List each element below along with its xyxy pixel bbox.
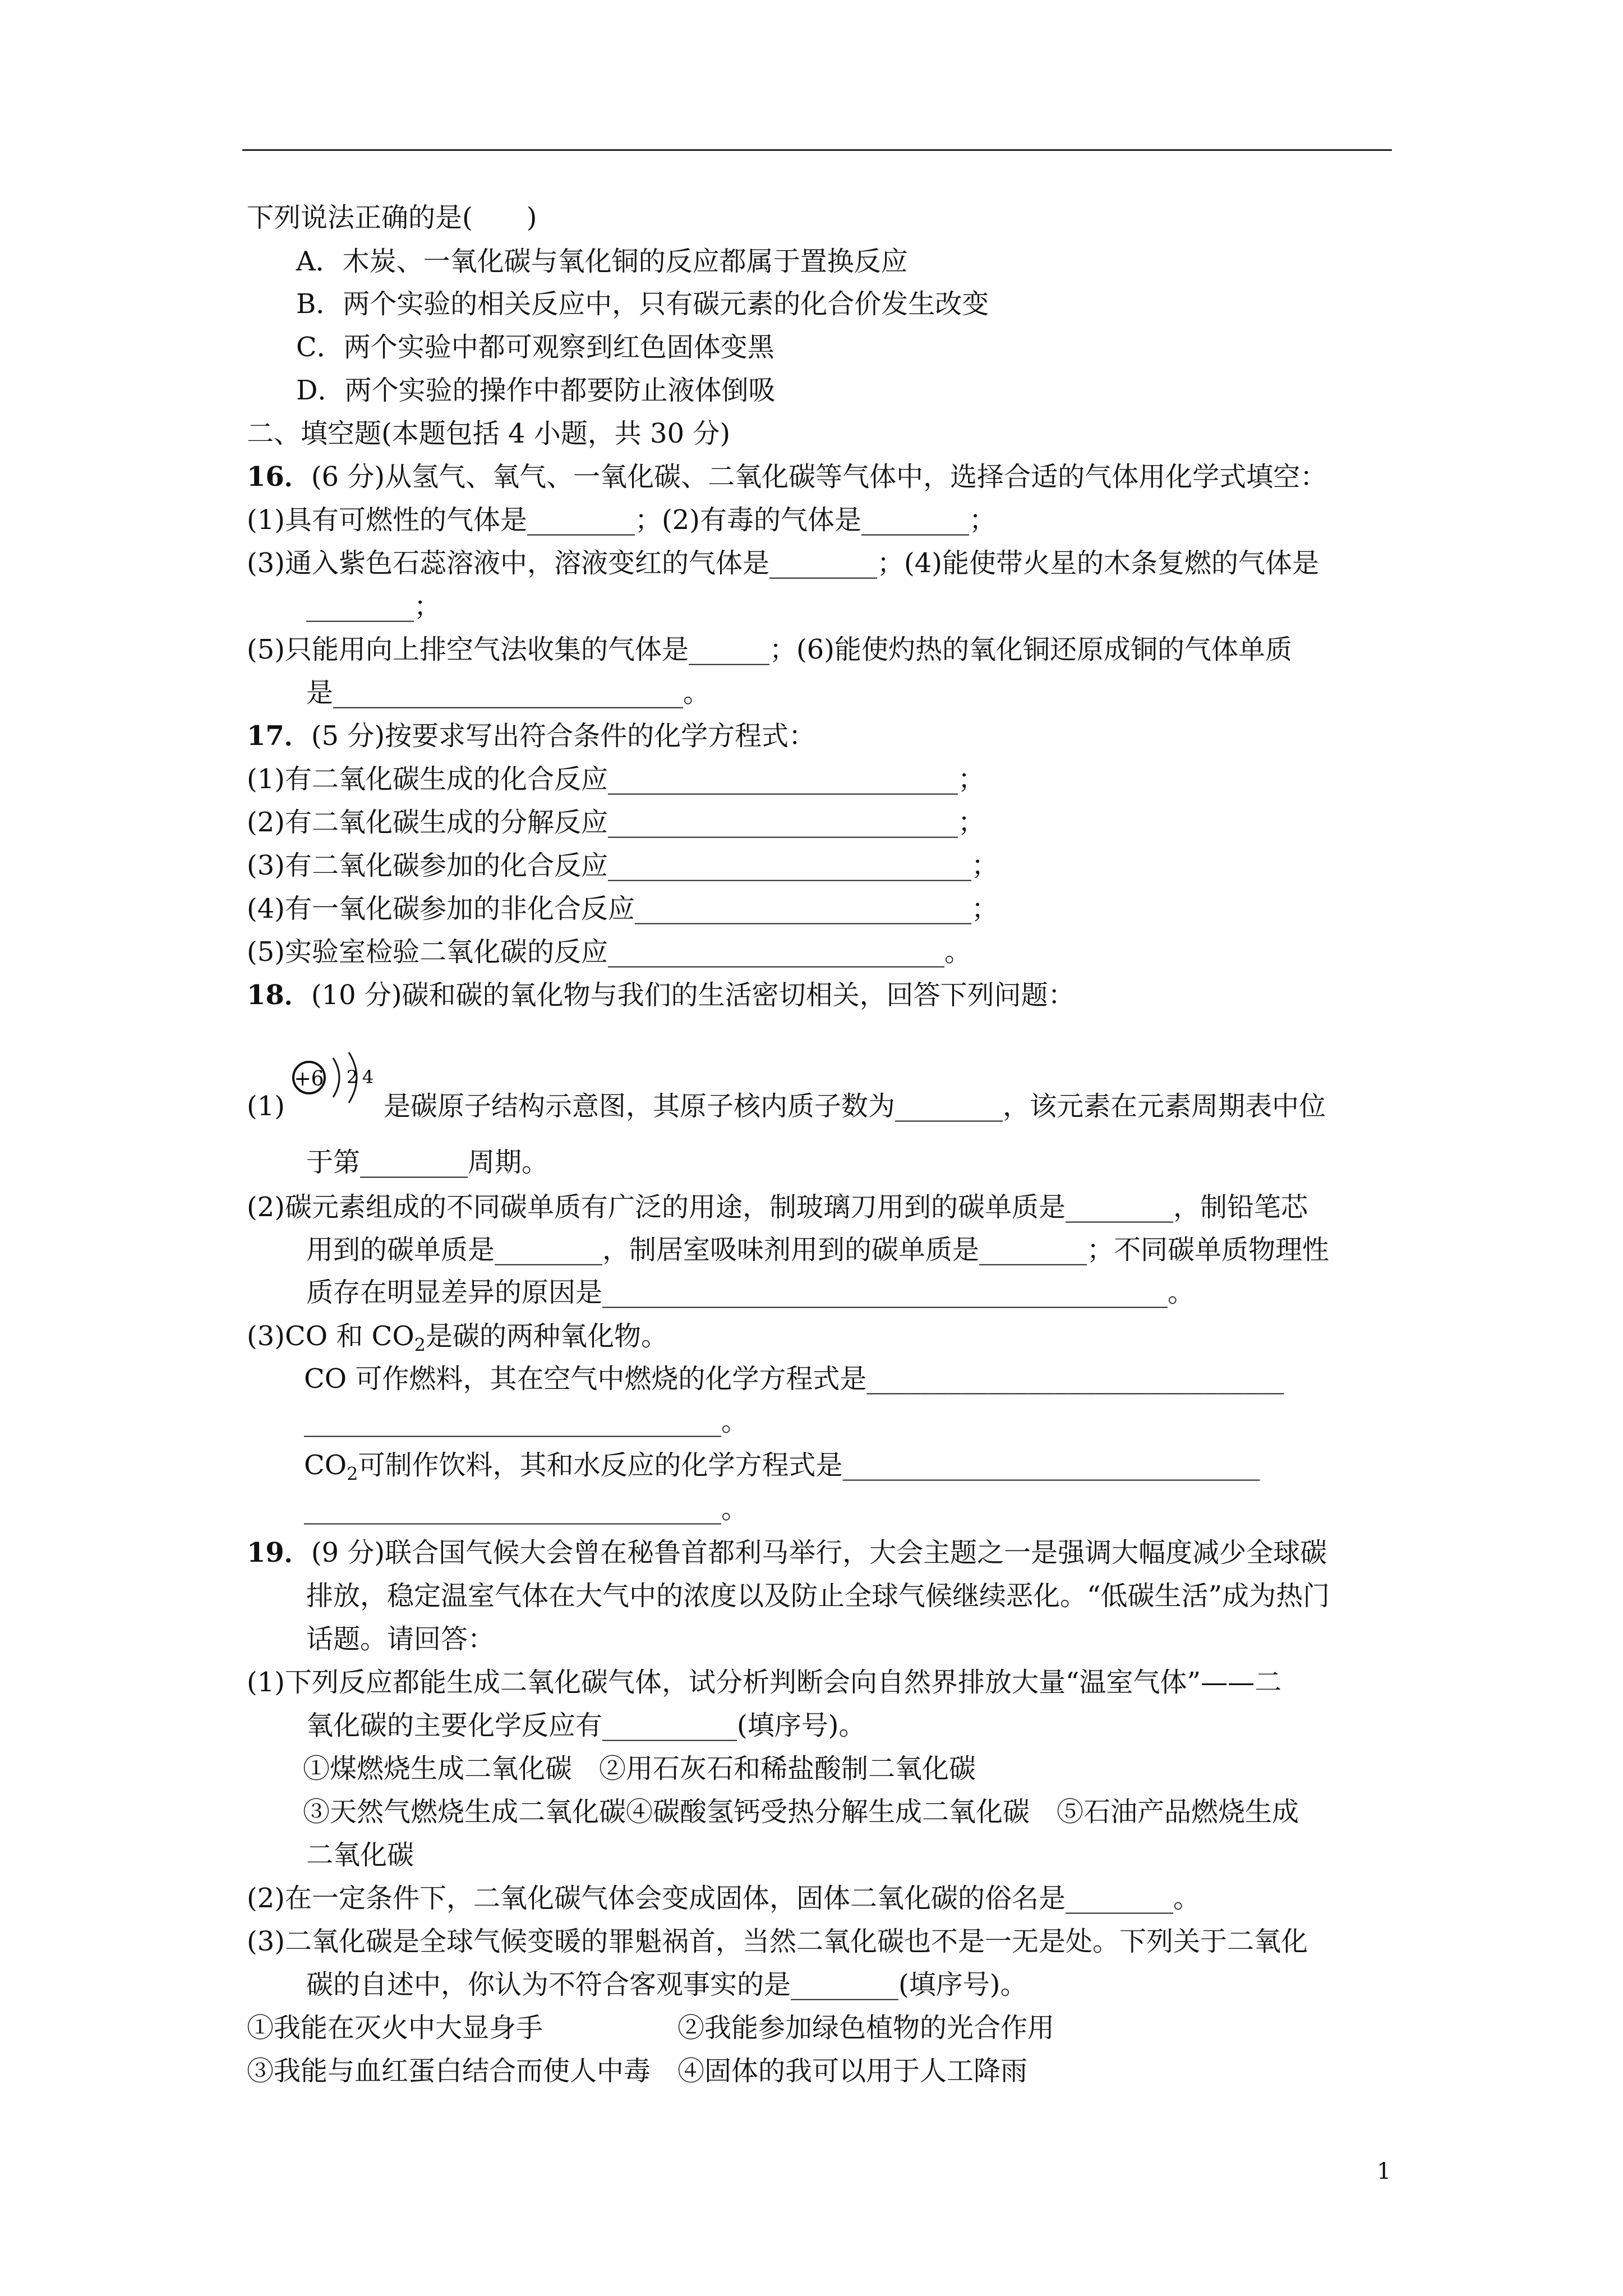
shell-1-electrons: 2	[346, 1066, 358, 1088]
q17-line-5: (5)实验室检验二氧化碳的反应_________________________。	[247, 936, 971, 968]
q17-line-3: (3)有二氧化碳参加的化合反应___________________________；	[247, 850, 998, 881]
q18-part1-prefix: (1)	[247, 1091, 285, 1122]
q19-number: 19．	[247, 1537, 311, 1568]
q19-part3-options-2: ③我能与血红蛋白结合而使人中毒 ④固体的我可以用于人工降雨	[247, 2055, 1028, 2087]
q18-co2-equation: $CO_2$可制作饮料，其和水反应的化学方程式是_______________________________	[304, 1450, 1260, 1485]
nucleus-charge: +6	[294, 1068, 324, 1091]
q19-part2: (2)在一定条件下，二氧化碳气体会变成固体，固体二氧化碳的俗名是________。	[247, 1883, 1200, 1914]
q19-option-line-3: 二氧化碳	[306, 1839, 414, 1871]
q19-part1-line-1: (1)下列反应都能生成二氧化碳气体，试分析判断会向自然界排放大量“温室气体”——二	[247, 1667, 1282, 1698]
q18-co2-blank: _______________________________。	[304, 1493, 749, 1525]
q16-line-5: 是__________________________。	[306, 677, 711, 708]
q17-number: 17．	[247, 720, 311, 752]
carbon-atom-diagram	[284, 1037, 396, 1104]
q17-intro: 17．(5 分)按要求写出符合条件的化学方程式：	[247, 720, 816, 752]
q18-part3-heading: (3)CO 和 $CO_2$是碳的两种氧化物。	[247, 1320, 668, 1356]
q16-line-3: ________；	[306, 591, 441, 622]
q15-option-b: B．两个实验的相关反应中，只有碳元素的化合价发生改变	[296, 288, 989, 320]
q18-co-blank: _______________________________。	[304, 1406, 749, 1437]
page-number: 1	[1377, 2159, 1391, 2184]
q19-intro-line-1: 19．(9 分)联合国气候大会曾在秘鲁首都利马举行，大会主题之一是强调大幅度减少全球碳	[247, 1537, 1327, 1568]
q15-option-a: A．木炭、一氧化碳与氧化铜的反应都属于置换反应	[296, 246, 908, 277]
q19-option-line-1: ①煤燃烧生成二氧化碳 ②用石灰石和稀盐酸制二氧化碳	[303, 1753, 976, 1784]
q16-line-1: (1)具有可燃性的气体是________；(2)有毒的气体是________；	[247, 504, 996, 536]
q15-stem: 下列说法正确的是( )	[247, 202, 537, 233]
q19-option-line-2: ③天然气燃烧生成二氧化碳④碳酸氢钙受热分解生成二氧化碳 ⑤石油产品燃烧生成	[303, 1796, 1299, 1828]
q16-line-2: (3)通入紫色石蕊溶液中，溶液变红的气体是________；(4)能使带火星的木条复燃的气体是	[247, 547, 1319, 579]
q18-intro: 18．(10 分)碳和碳的氧化物与我们的生活密切相关，回答下列问题：	[247, 979, 1075, 1011]
q19-part3-line-2: 碳的自述中，你认为不符合客观事实的是________(填序号)。	[306, 1969, 1027, 2000]
q15-option-d: D．两个实验的操作中都要防止液体倒吸	[296, 375, 776, 406]
header-rule	[242, 149, 1392, 151]
q19-intro-line-3: 话题。请回答：	[306, 1623, 495, 1655]
q19-part3-line-1: (3)二氧化碳是全球气候变暖的罪魁祸首，当然二氧化碳也不是一无是处。下列关于二氧化	[247, 1926, 1308, 1957]
q16-intro: 16．(6 分)从氢气、氧气、一氧化碳、二氧化碳等气体中，选择合适的气体用化学式填空：	[247, 461, 1327, 493]
q17-line-1: (1)有二氧化碳生成的化合反应__________________________；	[247, 763, 985, 795]
q16-line-4: (5)只能用向上排空气法收集的气体是______；(6)能使灼热的氧化铜还原成铜的气体单质	[247, 634, 1292, 665]
q18-part2-line-1: (2)碳元素组成的不同碳单质有广泛的用途，制玻璃刀用到的碳单质是________，制铅笔芯	[247, 1191, 1308, 1223]
q19-part3-options-1: ①我能在灭火中大显身手 ②我能参加绿色植物的光合作用	[247, 2012, 1055, 2044]
q18-part1: 是碳原子结构示意图，其原子核内质子数为________，该元素在元素周期表中位	[384, 1091, 1326, 1122]
q15-option-c: C．两个实验中都可观察到红色固体变黑	[296, 332, 774, 363]
q18-part2-line-3: 质存在明显差异的原因是__________________________________________。	[306, 1277, 1195, 1308]
q18-part2-line-2: 用到的碳单质是________，制居室吸味剂用到的碳单质是________；不同碳单质物理性	[306, 1234, 1330, 1266]
q17-line-2: (2)有二氧化碳生成的分解反应__________________________；	[247, 807, 985, 838]
q18-co-equation: CO 可作燃料，其在空气中燃烧的化学方程式是_______________________________	[304, 1363, 1284, 1395]
q18-number: 18．	[247, 979, 311, 1011]
q19-intro-line-2: 排放，稳定温室气体在大气中的浓度以及防止全球气候继续恶化。“低碳生活”成为热门	[306, 1580, 1330, 1612]
q16-number: 16．	[247, 461, 311, 493]
q17-line-4: (4)有一氧化碳参加的非化合反应_________________________；	[247, 893, 998, 924]
shell-2-electrons: 4	[362, 1066, 374, 1088]
section-heading: 二、填空题(本题包括 4 小题，共 30 分)	[247, 418, 731, 449]
q19-part1-line-2: 氧化碳的主要化学反应有__________(填序号)。	[306, 1710, 866, 1741]
q18-part1-cont: 于第________周期。	[306, 1147, 549, 1178]
